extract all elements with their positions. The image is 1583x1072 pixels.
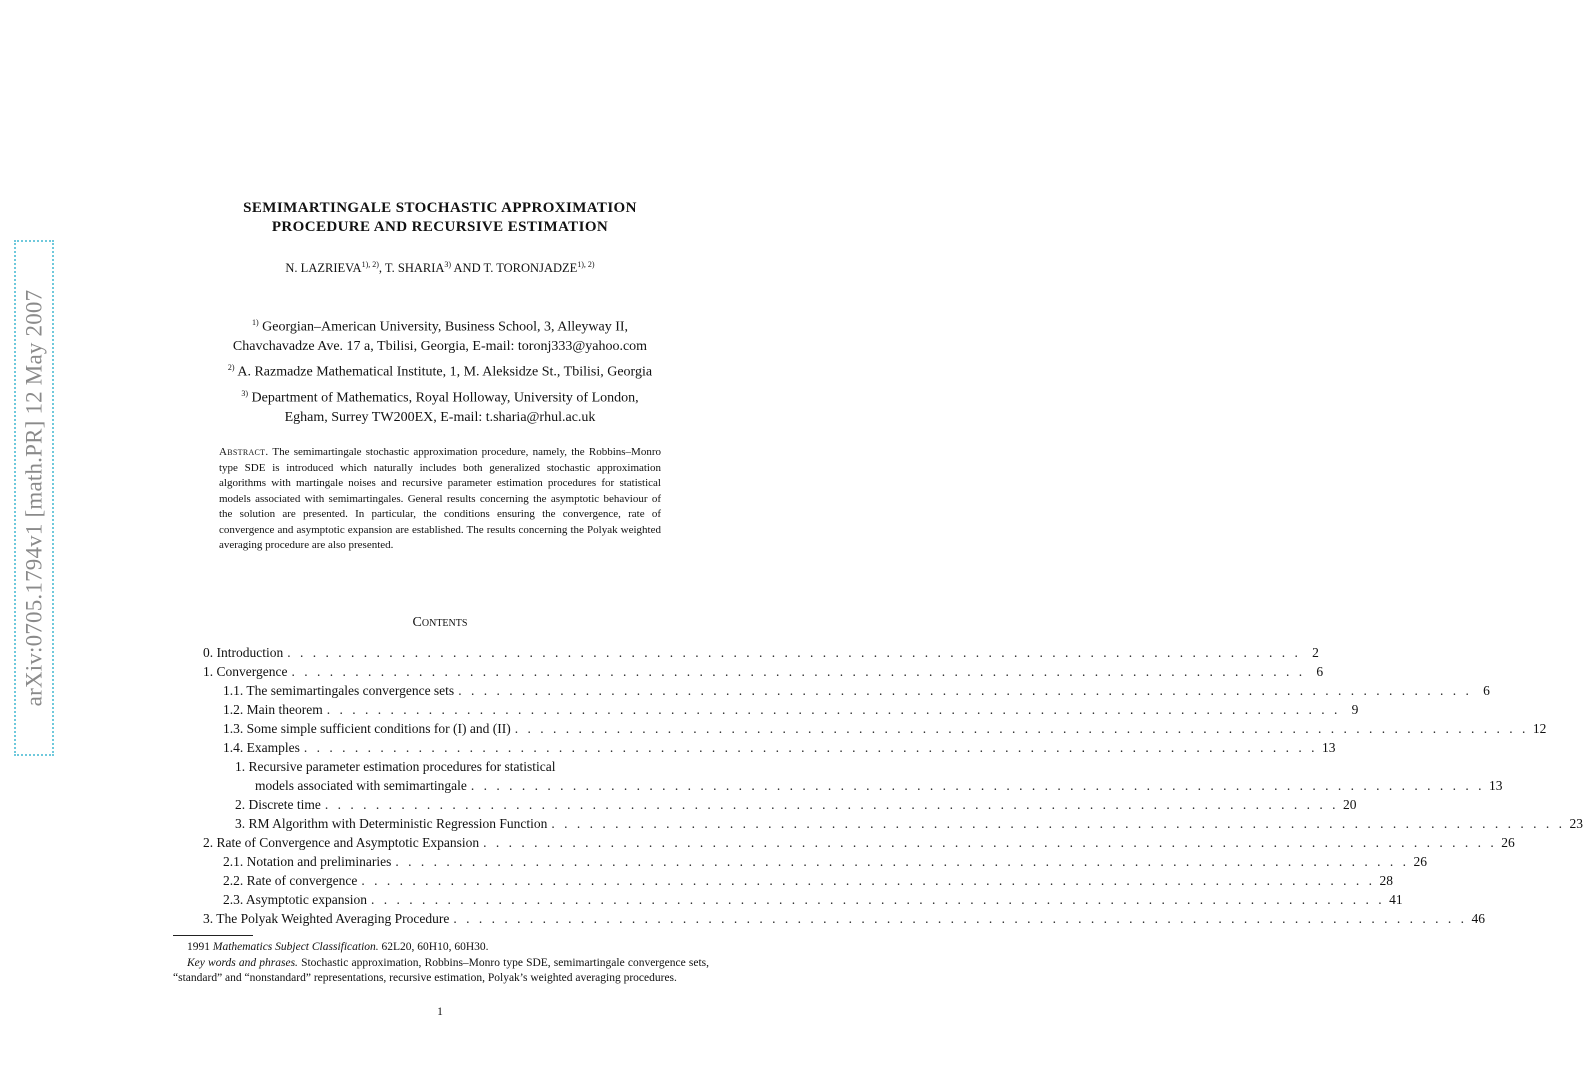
toc-entry-title: 3. RM Algorithm with Deterministic Regression Function [235,816,548,831]
toc-leader-dots: . . . . . . . . . . . . . . . . . . . . . . . . . . . . . . . . . . . . . . . . . . . . . . . . . . . . . . . . . . . . . . . . . . . . . . . . . . . . . . . . [287,645,1301,660]
table-of-contents [203,643,1583,928]
toc-entry-page: 46 [1471,911,1485,926]
arxiv-stamp [14,240,54,756]
toc-entry[interactable] [203,643,1319,662]
toc-entry-page: 41 [1389,892,1403,907]
toc-entry-title: 1. Convergence [203,664,288,679]
author-sharia: T. SHARIA [384,261,445,276]
toc-leader-dots: . . . . . . . . . . . . . . . . . . . . . . . . . . . . . . . . . . . . . . . . . . . . . . . . . . . . . . . . . . . . . . . . . . . . . . . . . . . . . . . . [453,911,1467,926]
toc-entry-title: 1.1. The semimartingales convergence sets [223,683,455,698]
toc-entry[interactable] [203,909,1485,928]
keywords-text: Stochastic approximation, Robbins–Monro type SDE, semimartingale convergence sets, “standard” and “nonstandard” representations, recursive estimation, Polyak’s weighted averaging procedures. [173,956,710,984]
title-line-2: PROCEDURE AND RECURSIVE ESTIMATION [271,219,609,235]
toc-entry-title: 2.2. Rate of convergence [223,873,358,888]
affiliation-line: Department of Mathematics, Royal Holloway, University of London, [251,390,639,406]
toc-entry-page: 6 [1316,664,1324,679]
toc-entry[interactable] [203,814,1583,833]
page-number: 1 [437,1006,443,1018]
title-line-1: SEMIMARTINGALE STOCHASTIC APPROXIMATION [243,200,637,216]
toc-entry-page: 23 [1569,816,1583,831]
toc-entry-page: 13 [1488,778,1503,793]
toc-entry-page: 20 [1342,797,1357,812]
affiliation-mark: 1) [251,318,259,327]
affiliation-line: Chavchavadze Ave. 17 a, Tbilisi, Georgia, E-mail: toronj333@yahoo.com [232,338,648,354]
toc-entry-title: 2. Discrete time [235,797,321,812]
footnote-rule [173,935,253,936]
author-toronjadze-mark: 1), 2) [577,260,595,269]
author-separator: , [378,261,385,276]
toc-entry-title: 1.4. Examples [223,740,300,755]
paper-title [150,199,730,237]
toc-entry-page: 6 [1483,683,1490,698]
footnote [173,940,709,987]
toc-leader-dots: . . . . . . . . . . . . . . . . . . . . . . . . . . . . . . . . . . . . . . . . . . . . . . . . . . . . . . . . . . . . . . . . . . . . . . . . . . . . . . . . [551,816,1565,831]
toc-entry[interactable] [203,681,1490,700]
toc-entry-title: 1.3. Some simple sufficient conditions for (I) and (II) [223,721,511,736]
toc-entry-title: 2.3. Asymptotic expansion [223,892,367,907]
msc-codes: 62L20, 60H10, 60H30. [381,941,489,953]
author-line [150,260,730,276]
affiliation-line: Georgian–American University, Business School, 3, Alleyway II, [262,319,629,335]
toc-entry-page: 13 [1322,740,1336,755]
arxiv-stamp-text: arXiv:0705.1794v1 [math.PR] 12 May 2007 [21,289,47,707]
toc-entry-title: 1.2. Main theorem [223,702,323,717]
msc-year: 1991 [187,941,210,953]
toc-entry-page: 12 [1532,721,1547,736]
contents-heading: Contents [412,615,468,630]
toc-entry-title: models associated with semimartingale [255,778,467,793]
toc-leader-dots: . . . . . . . . . . . . . . . . . . . . . . . . . . . . . . . . . . . . . . . . . . . . . . . . . . . . . . . . . . . . . . . . . . . . . . . . . . . . . . . . [291,664,1306,679]
toc-entry[interactable] [203,795,1357,814]
toc-entry-title: 1. Recursive parameter estimation procedures for statistical [235,759,556,774]
toc-entry[interactable] [203,700,1359,719]
toc-entry-title: 3. The Polyak Weighted Averaging Procedure [203,911,450,926]
toc-leader-dots: . . . . . . . . . . . . . . . . . . . . . . . . . . . . . . . . . . . . . . . . . . . . . . . . . . . . . . . . . . . . . . . . . . . . . . . . . . . . . . . . [514,721,1529,736]
toc-entry-page: 2 [1312,645,1319,660]
toc-entry[interactable] [203,757,709,776]
toc-entry-title: 2.1. Notation and preliminaries [223,854,392,869]
abstract-label: Abstract. [219,446,269,458]
toc-entry-title: 0. Introduction [203,645,284,660]
toc-entry[interactable] [203,776,1503,795]
msc-label: Mathematics Subject Classification. [212,941,379,953]
toc-entry[interactable] [203,719,1547,738]
author-toronjadze: T. TORONJADZE [483,261,578,276]
abstract-text: The semimartingale stochastic approximation procedure, namely, the Robbins–Monro type SDE is introduced which naturally includes both generalized stochastic approximation algorithms with martingale noises and recursive parameter estimation procedures for statistical models associated with semimartingales. General results concerning the asymptotic behaviour of the solution are presented. In particular, the conditions ensuring the convergence, rate of convergence and asymptotic expansion are established. The results concerning the Polyak weighted averaging procedure are also presented. [219,446,661,551]
author-lazrieva-mark: 1), 2) [361,260,379,269]
keywords-label: Key words and phrases. [187,956,298,969]
toc-entry-page: 26 [1413,854,1427,869]
toc-entry[interactable] [203,738,1336,757]
keywords-footnote [173,956,709,987]
toc-leader-dots: . . . . . . . . . . . . . . . . . . . . . . . . . . . . . . . . . . . . . . . . . . . . . . . . . . . . . . . . . . . . . . . . . . . . . . . . . . . . . . . . [324,797,1339,812]
toc-entry-title: 2. Rate of Convergence and Asymptotic Expansion [203,835,480,850]
toc-entry[interactable] [203,852,1427,871]
toc-entry[interactable] [203,871,1393,890]
toc-entry[interactable] [203,833,1515,852]
affiliation-line: A. Razmadze Mathematical Institute, 1, M. Aleksidze St., Tbilisi, Georgia [237,364,653,380]
toc-leader-dots: . . . . . . . . . . . . . . . . . . . . . . . . . . . . . . . . . . . . . . . . . . . . . . . . . . . . . . . . . . . . . . . . . . . . . . . . . . . . . . . . [371,892,1385,907]
toc-entry-page: 26 [1501,835,1515,850]
toc-leader-dots: . . . . . . . . . . . . . . . . . . . . . . . . . . . . . . . . . . . . . . . . . . . . . . . . . . . . . . . . . . . . . . . . . . . . . . . . . . . . . . . . [458,683,1472,698]
affiliation-1 [150,313,730,356]
author-sharia-mark: 3) [444,260,452,269]
toc-leader-dots: . . . . . . . . . . . . . . . . . . . . . . . . . . . . . . . . . . . . . . . . . . . . . . . . . . . . . . . . . . . . . . . . . . . . . . . . . . . . . . . . [361,873,1375,888]
toc-entry[interactable] [203,890,1403,909]
toc-leader-dots: . . . . . . . . . . . . . . . . . . . . . . . . . . . . . . . . . . . . . . . . . . . . . . . . . . . . . . . . . . . . . . . . . . . . . . . . . . . . . . . . [470,778,1485,793]
author-separator: AND [451,261,484,276]
affiliation-line: Egham, Surrey TW200EX, E-mail: t.sharia@rhul.ac.uk [284,409,596,425]
toc-leader-dots: . . . . . . . . . . . . . . . . . . . . . . . . . . . . . . . . . . . . . . . . . . . . . . . . . . . . . . . . . . . . . . . . . . . . . . . . . . . . . . . . [303,740,1318,755]
toc-leader-dots: . . . . . . . . . . . . . . . . . . . . . . . . . . . . . . . . . . . . . . . . . . . . . . . . . . . . . . . . . . . . . . . . . . . . . . . . . . . . . . . . [395,854,1409,869]
affiliation-mark: 2) [227,363,235,372]
toc-entry[interactable] [203,662,1324,681]
toc-leader-dots: . . . . . . . . . . . . . . . . . . . . . . . . . . . . . . . . . . . . . . . . . . . . . . . . . . . . . . . . . . . . . . . . . . . . . . . . . . . . . . . . [326,702,1341,717]
msc-footnote [173,940,709,956]
affiliation-3 [150,384,730,427]
author-lazrieva: N. LAZRIEVA [285,261,362,276]
toc-leader-dots: . . . . . . . . . . . . . . . . . . . . . . . . . . . . . . . . . . . . . . . . . . . . . . . . . . . . . . . . . . . . . . . . . . . . . . . . . . . . . . . . [483,835,1497,850]
affiliation-2 [160,358,720,382]
affiliation-mark: 3) [241,389,249,398]
toc-entry-page: 9 [1351,702,1359,717]
abstract [219,445,661,554]
toc-entry-page: 28 [1379,873,1393,888]
